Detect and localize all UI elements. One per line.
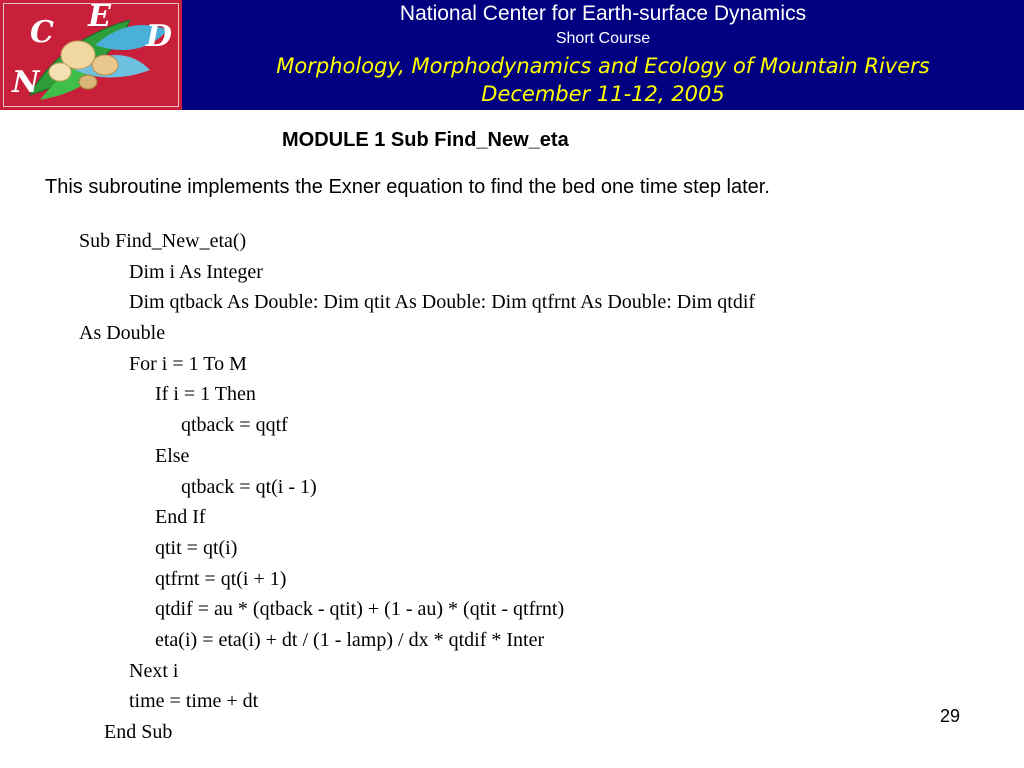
slide-header — [0, 0, 1024, 110]
logo-letter-c: C — [30, 15, 54, 50]
logo-letter-e: E — [88, 0, 111, 34]
code-block — [79, 226, 979, 748]
code-line: End If — [155, 506, 206, 529]
code-line: As Double — [79, 322, 166, 345]
slide-description: This subroutine implements the Exner equation to find the bed one time step later. — [45, 176, 770, 198]
code-line: qtit = qt(i) — [155, 536, 238, 559]
slide-title: MODULE 1 Sub Find_New_eta — [282, 129, 569, 151]
course-title: Morphology, Morphodynamics and Ecology of Mountain Rivers — [276, 54, 930, 78]
page-number: 29 — [940, 706, 961, 726]
code-line: If i = 1 Then — [155, 383, 256, 406]
code-line: For i = 1 To M — [129, 352, 247, 375]
code-line: qtfrnt = qt(i + 1) — [155, 567, 287, 590]
course-type: Short Course — [555, 30, 651, 47]
code-line: Next i — [129, 659, 179, 682]
code-line: qtback = qt(i - 1) — [181, 475, 317, 498]
course-dates: December 11-12, 2005 — [481, 82, 725, 106]
code-line: eta(i) = eta(i) + dt / (1 - lamp) / dx * qtdif * Inter — [155, 628, 545, 651]
code-line: qtdif = au * (qtback - qtit) + (1 - au) * (qtit - qtfrnt) — [155, 598, 565, 621]
organization-name: National Center for Earth-surface Dynamics — [399, 2, 807, 25]
code-line: qtback = qqtf — [181, 414, 288, 437]
code-line: Else — [155, 444, 190, 467]
code-line: time = time + dt — [129, 690, 259, 713]
code-line: Dim qtback As Double: Dim qtit As Double: Dim qtfrnt As Double: Dim qtdif — [129, 291, 756, 314]
nced-logo — [0, 0, 182, 110]
code-line: Dim i As Integer — [129, 260, 263, 283]
code-line: End Sub — [104, 721, 173, 743]
logo-letter-d: D — [146, 19, 173, 54]
logo-letter-n: N — [12, 65, 40, 100]
code-line: Sub Find_New_eta() — [79, 230, 247, 252]
